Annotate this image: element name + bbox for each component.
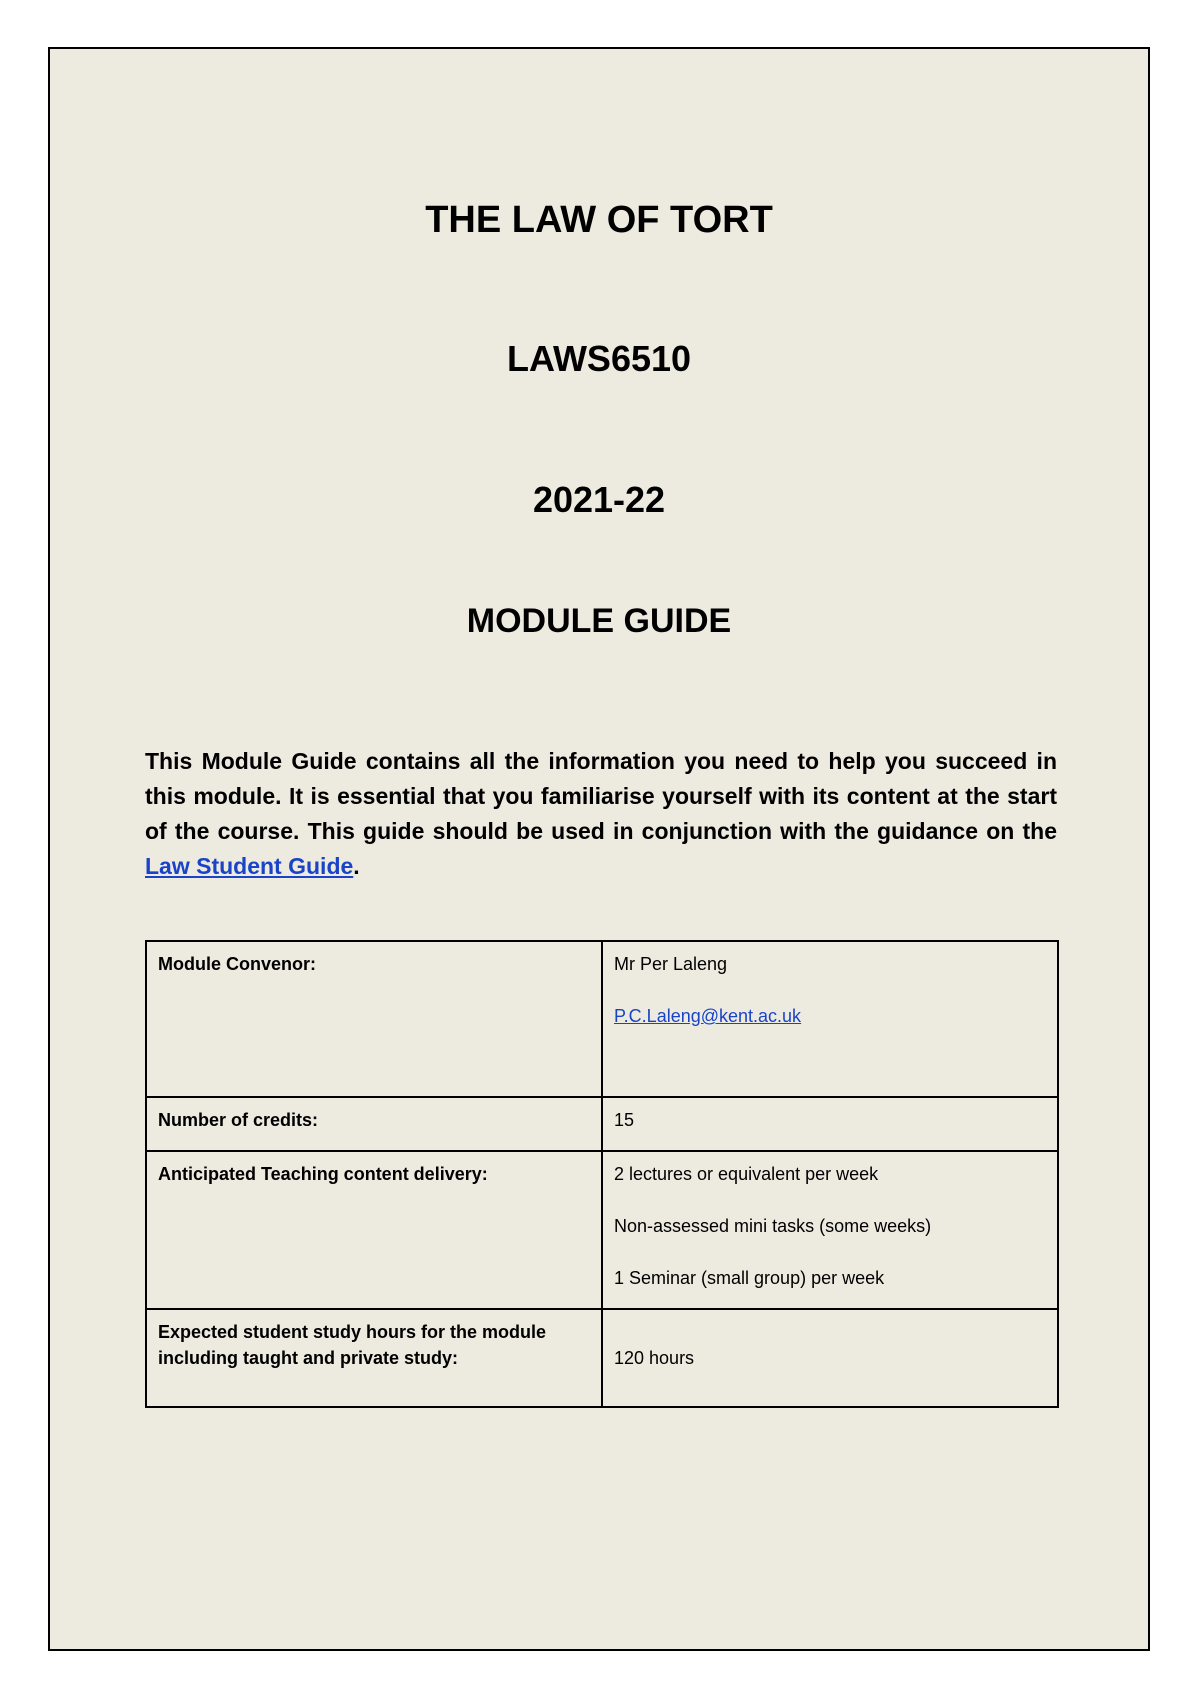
- study-hours-value: 120 hours: [602, 1309, 1058, 1407]
- table-row-delivery: [146, 1151, 1058, 1309]
- cover-page: [48, 47, 1150, 1651]
- delivery-item-mini-tasks: Non-assessed mini tasks (some weeks): [614, 1216, 932, 1236]
- convenor-label: Module Convenor:: [146, 941, 602, 1097]
- delivery-label: Anticipated Teaching content delivery:: [146, 1151, 602, 1309]
- law-student-guide-link[interactable]: Law Student Guide: [145, 853, 354, 879]
- module-guide-heading: MODULE GUIDE: [466, 602, 732, 640]
- convenor-email-link[interactable]: P.C.Laleng@kent.ac.uk: [614, 1006, 802, 1026]
- study-hours-label: Expected student study hours for the module including taught and private study:: [146, 1309, 602, 1407]
- intro-text-end: .: [353, 853, 360, 879]
- credits-value: 15: [602, 1097, 1058, 1151]
- academic-year: 2021-22: [532, 479, 666, 520]
- table-row-credits: [146, 1097, 1058, 1151]
- document-title: THE LAW OF TORT: [425, 199, 773, 241]
- delivery-value-cell: [602, 1151, 1058, 1309]
- delivery-item-seminar: 1 Seminar (small group) per week: [614, 1268, 885, 1288]
- credits-label: Number of credits:: [146, 1097, 602, 1151]
- convenor-value-cell: [602, 941, 1058, 1097]
- delivery-item-lectures: 2 lectures or equivalent per week: [614, 1164, 879, 1184]
- module-info-table: [145, 940, 1059, 1408]
- table-row-study-hours: [146, 1309, 1058, 1407]
- module-code: LAWS6510: [506, 338, 692, 379]
- intro-paragraph: [145, 744, 1057, 884]
- convenor-name: Mr Per Laleng: [614, 954, 728, 974]
- table-row-convenor: [146, 941, 1058, 1097]
- intro-text: This Module Guide contains all the information you need to help you succeed in this module. It is essential that you familiarise yourself with its content at the start of the course. This guide should be used in conjunction with the guidance on the: [145, 748, 1057, 844]
